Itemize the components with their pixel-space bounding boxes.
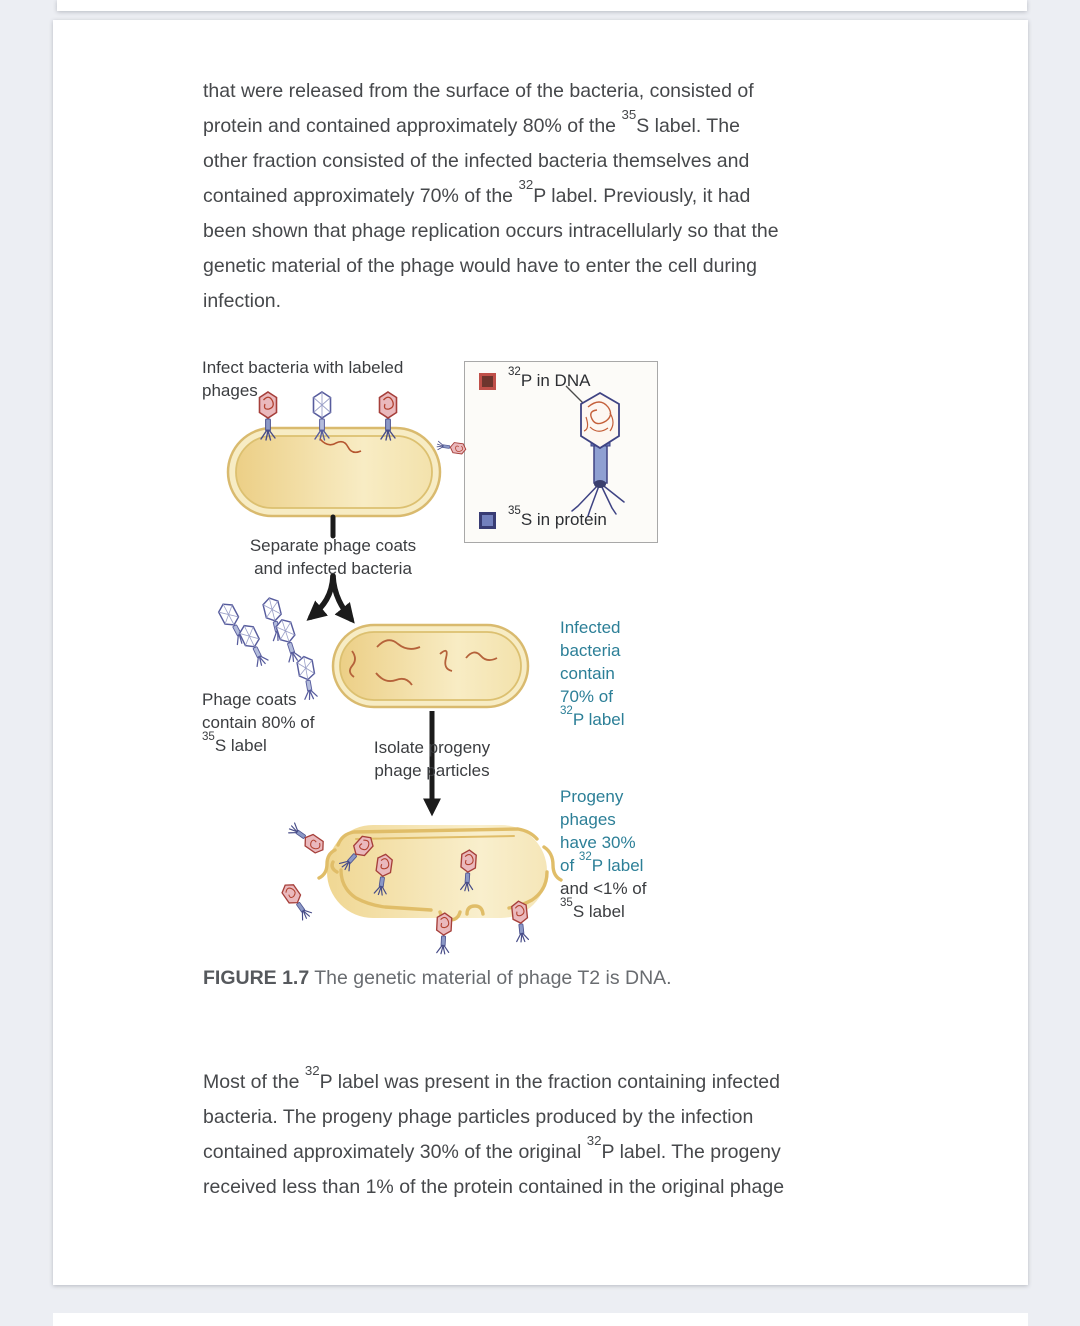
text-line: and infected bacteria [254,559,412,578]
phage-coat-icon [237,622,270,668]
progeny-phages-label [560,785,647,923]
text-line: phages [202,381,258,400]
legend-p32-label: $^{32}$P in DNA [508,365,591,390]
text-line: $^{32}$P label [560,704,625,729]
figure-diagram [200,355,690,967]
infected-bacteria-label [560,616,625,731]
text-line: $^{35}$S label [202,730,267,755]
text-line: Progeny [560,787,624,806]
text-line: 70% of [560,687,613,706]
text-line: Phage coats [202,690,297,709]
text-line: that were released from the surface of the bacteria, consisted of [203,80,754,102]
text-line: Separate phage coats [249,536,417,555]
text-line: Infected [560,618,621,637]
step1-label [202,356,403,402]
text-line: bacteria. The progeny phage particles produced by the infection [203,1106,754,1128]
figure-caption-number: FIGURE 1.7 [203,967,310,989]
text-line: Isolate progeny [373,738,491,757]
text-line: Most of the $^{32}$P label was present in the fraction containing infected [203,1062,780,1093]
text-line: and <1% of [560,879,647,898]
figure-caption-text: The genetic material of phage T2 is DNA. [309,967,672,989]
text-line: infection. [203,290,282,312]
text-line: phages [560,810,616,829]
legend-phage-icon [566,386,624,516]
phage-coats-label [202,688,314,757]
text-line: have 30% [560,833,636,852]
text-line: other fraction consisted of the infected bacteria themselves and [203,150,750,172]
text-line: been shown that phage replication occurs intracellularly so that the [203,220,779,242]
text-line: received less than 1% of the protein contained in the original phage [203,1176,785,1198]
text-line: of $^{32}$P label [560,850,644,875]
text-line: contain [560,664,615,683]
text-line: Infect bacteria with labeled [202,358,404,377]
bacterium-2-infected [333,625,528,707]
text-line: contain 80% of [202,713,315,732]
text-line: contained approximately 70% of the $^{32}$P label. Previously, it had [203,176,751,207]
figure-caption [203,963,672,993]
outro-paragraph [203,1062,785,1205]
text-line: $^{35}$S label [560,896,625,921]
step3-label [348,736,516,782]
text-line: protein and contained approximately 80% of the $^{35}$S label. The [203,106,740,137]
progeny-phage-icon [435,913,452,955]
fork-arrow-right [333,576,351,619]
phage-coat-icon [275,617,303,663]
progeny-phage-icon [279,881,313,921]
text-line: bacteria [560,641,621,660]
step2-label [230,534,436,580]
progeny-phage-icon [287,822,327,856]
text-line: phage particles [374,761,490,780]
intro-paragraph [203,74,779,319]
text-line: genetic material of the phage would have to enter the cell during [203,255,757,277]
attached-phage-side-icon [437,440,467,454]
next-page-fragment [53,1313,1028,1326]
previous-page-fragment [57,0,1027,11]
legend-s35-label: $^{35}$S in protein [508,504,607,529]
fork-arrow-left [311,576,333,617]
text-line: contained approximately 30% of the original $^{32}$P label. The progeny [203,1132,781,1163]
bacterium-1 [228,428,440,516]
